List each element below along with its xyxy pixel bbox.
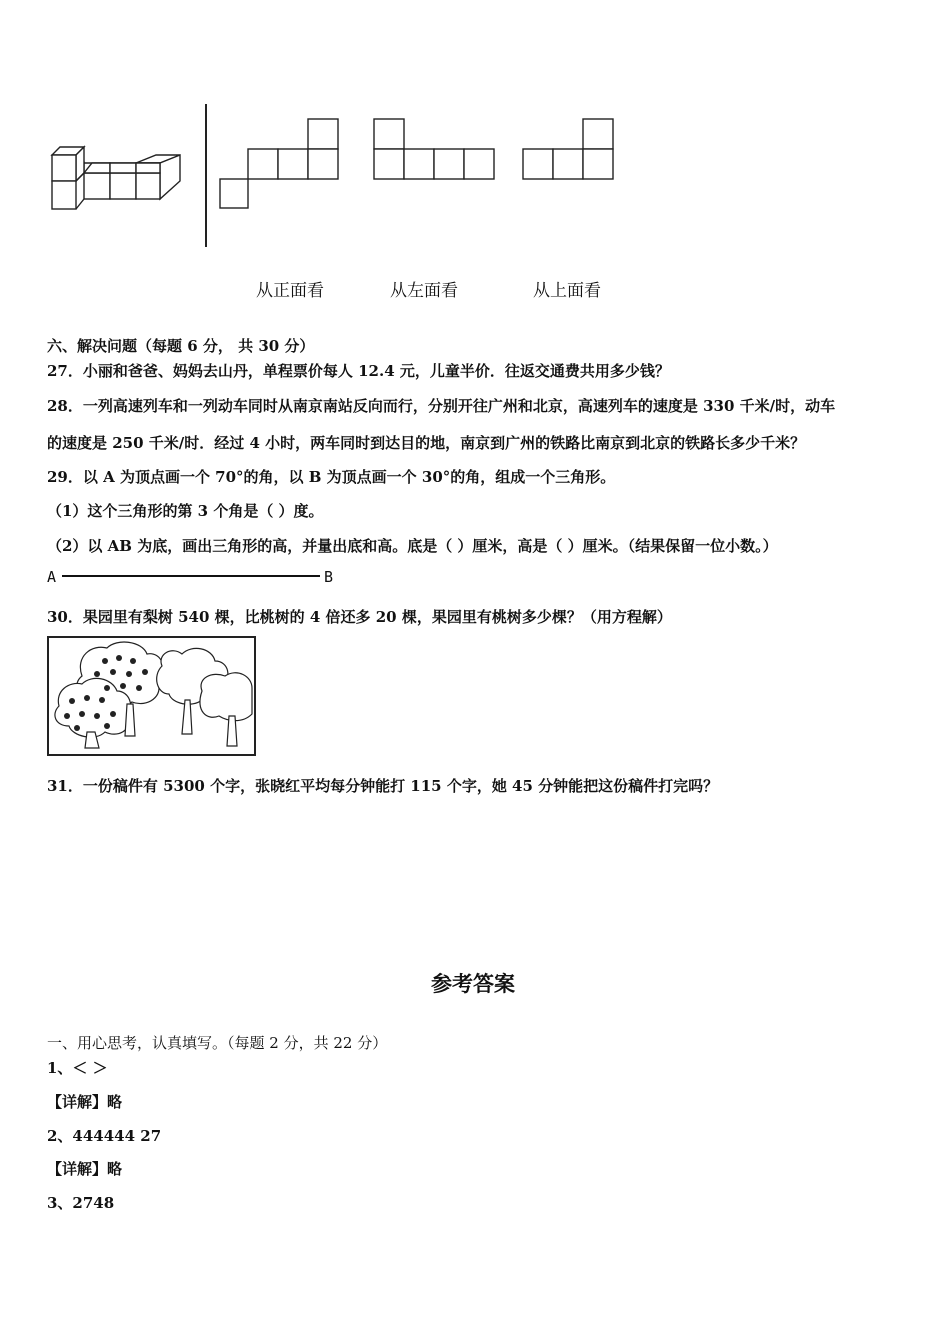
answer-2: 2、444444 27 — [47, 1127, 162, 1145]
divider-line — [205, 104, 207, 247]
question-31: 31．一份稿件有 5300 个字，张晓红平均每分钟能打 115 个字，她 45 分钟能把这份稿件打完吗？ — [47, 777, 719, 795]
point-a-label: A — [47, 568, 57, 586]
question-29-part2: （2）以 AB 为底，画出三角形的高，并量出底和高。底是（ ）厘米，高是（ ）厘米。（结果保留一位小数。） — [47, 537, 778, 555]
left-view-label: 从左面看 — [390, 281, 458, 301]
question-27: 27．小丽和爸爸、妈妈去山丹，单程票价每人 12.4 元，儿童半价．往返交通费共用多少钱？ — [47, 362, 670, 380]
answers-section-heading: 一、用心思考，认真填写。（每题 2 分，共 22 分） — [47, 1034, 388, 1052]
left-view-figure — [373, 118, 497, 182]
top-view-figure — [522, 118, 616, 182]
front-view-label: 从正面看 — [256, 281, 324, 301]
point-b-label: B — [324, 568, 334, 586]
top-view-label: 从上面看 — [533, 281, 601, 301]
answer-1-detail: 【详解】略 — [47, 1093, 123, 1111]
question-30: 30．果园里有梨树 540 棵，比桃树的 4 倍还多 20 棵，果园里有桃树多少棵？（用方程解） — [47, 608, 672, 626]
question-29: 29．以 A 为顶点画一个 70°的角，以 B 为顶点画一个 30°的角，组成一个三角形。 — [47, 468, 616, 486]
answer-3: 3、2748 — [47, 1194, 115, 1212]
question-29-part1: （1）这个三角形的第 3 个角是（ ）度。 — [47, 502, 324, 520]
segment-ab — [62, 575, 320, 577]
cube-solid-figure — [48, 145, 188, 215]
answer-2-detail: 【详解】略 — [47, 1160, 123, 1178]
answer-1: 1、＜ ＞ — [47, 1059, 108, 1077]
question-28-line1: 28．一列高速列车和一列动车同时从南京南站反向而行，分别开往广州和北京，高速列车的速度是 330 千米/时，动车 — [47, 397, 836, 415]
question-28-line2: 的速度是 250 千米/时．经过 4 小时，两车同时到达目的地，南京到广州的铁路比南京到北京的铁路长多少千米？ — [47, 434, 806, 452]
section-6-heading: 六、解决问题（每题 6 分， 共 30 分） — [47, 337, 315, 355]
orchard-illustration — [47, 636, 257, 758]
front-view-figure — [219, 118, 341, 210]
answers-title: 参考答案 — [431, 971, 515, 996]
